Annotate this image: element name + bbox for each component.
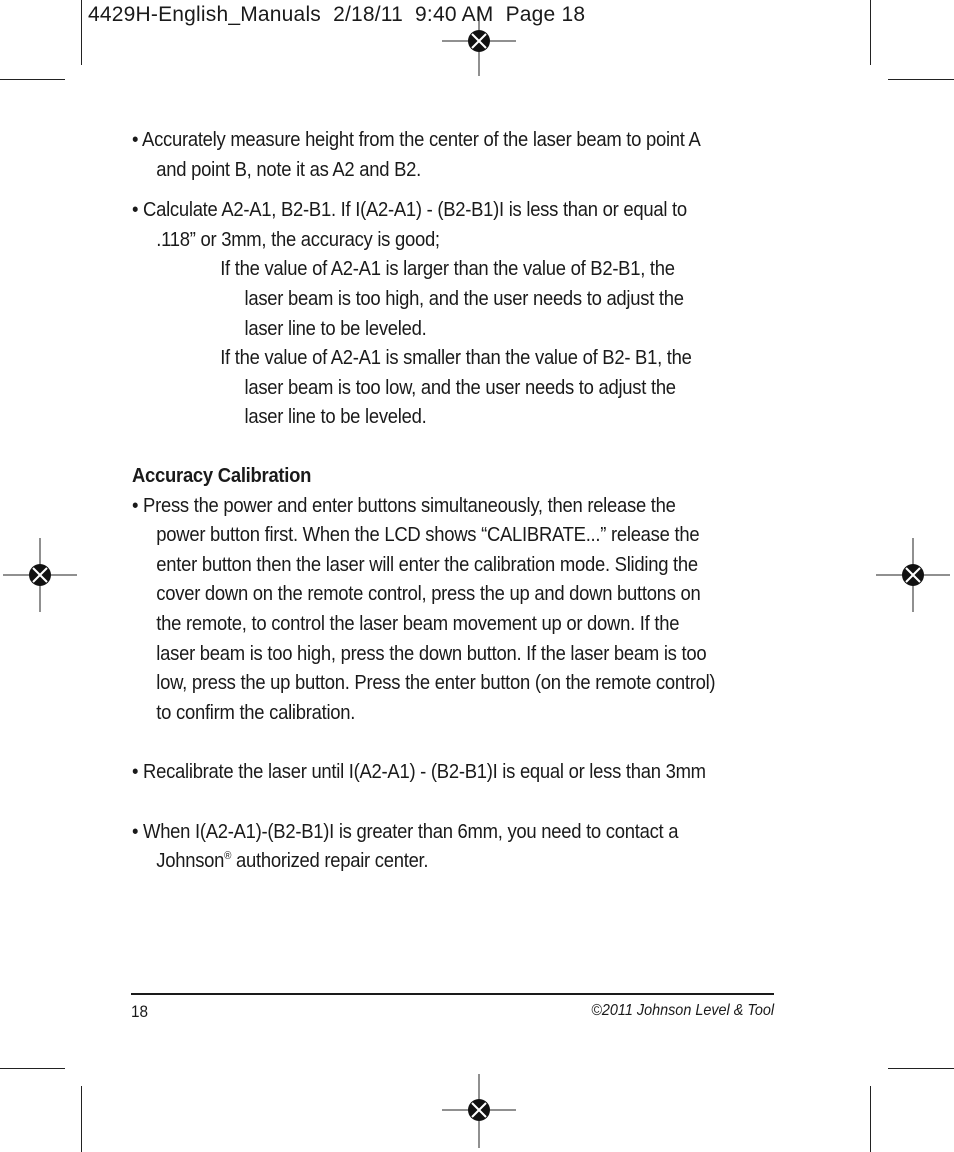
print-slug-line: 4429H-English_Manuals 2/18/11 9:40 AM Page 18 — [88, 3, 586, 26]
bullet-measure-height: • Accurately measure height from the center of the laser beam to point A and point B, note it as A2 and B2. — [132, 128, 700, 181]
copyright-notice: ©2011 Johnson Level & Tool — [591, 1002, 774, 1019]
bullet-contact-repair — [132, 817, 717, 876]
registration-mark-left-icon — [3, 538, 77, 612]
registration-mark-bottom-icon — [442, 1074, 516, 1148]
crop-mark-top-left-vertical — [81, 0, 82, 65]
footer-rule — [131, 993, 774, 995]
crop-mark-bottom-right-horizontal — [888, 1068, 954, 1069]
page-number: 18 — [131, 1002, 149, 1021]
registration-mark-right-icon — [876, 538, 950, 612]
registered-mark: ® — [224, 850, 232, 863]
manual-body — [132, 125, 717, 876]
section-heading: Accuracy Calibration — [132, 463, 312, 487]
bullet-calibration-steps: • Press the power and enter buttons simultaneously, then release the power button first. When the LCD shows “CALIBRATE...” release the enter button then the laser will enter the calibration mode. Sliding the cover down on the remote control, press the up and down buttons on the remote, to control the laser beam movement up or down. If the laser beam is too high, press the down button. If the laser beam is too low, press the up button. Press the enter button (on the remote control) to confirm the calibration. — [132, 493, 716, 724]
crop-mark-bottom-left-vertical — [81, 1086, 82, 1152]
sub-item-too-low: If the value of A2-A1 is smaller than the value of B2- B1, the laser beam is too low, and the user needs to adjust the laser line to be leveled. — [220, 346, 692, 429]
crop-mark-top-right-vertical — [870, 0, 871, 65]
crop-mark-top-left-horizontal — [0, 79, 65, 80]
crop-mark-top-right-horizontal — [888, 79, 954, 80]
crop-mark-bottom-left-horizontal — [0, 1068, 65, 1069]
bullet-contact-text: • When I(A2-A1)-(B2-B1)I is greater than 6mm, you need to contact a Johnson — [132, 819, 679, 873]
crop-mark-bottom-right-vertical — [870, 1086, 871, 1152]
sub-item-too-high: If the value of A2-A1 is larger than the value of B2-B1, the laser beam is too high, and the user needs to adjust the laser line to be leveled. — [220, 257, 684, 340]
bullet-calculate: • Calculate A2-A1, B2-B1. If I(A2-A1) - (B2-B1)I is less than or equal to .118” or 3mm, the accuracy is good; — [132, 198, 687, 251]
bullet-contact-text-end: authorized repair center. — [231, 849, 429, 873]
bullet-recalibrate: • Recalibrate the laser until I(A2-A1) - (B2-B1)I is equal or less than 3mm — [132, 760, 706, 784]
